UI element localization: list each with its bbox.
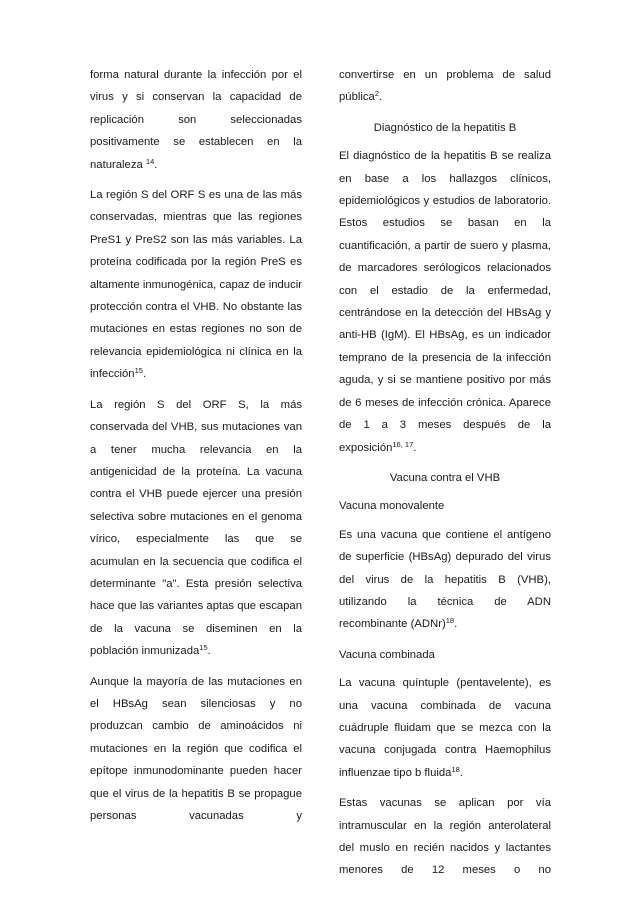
section-heading-vaccine: Vacuna contra el VHB [389,471,501,484]
citation-ref: 14 [145,156,155,166]
citation-ref: 16, 17 [392,439,414,449]
paragraph-natural-selection: forma natural durante la infección por el virus y si conservan la capacidad de replicación son seleccionadas positivamente se establecen en la naturaleza $^{14}$. [90,69,302,171]
right-column [339,64,551,882]
paragraph-administration: Estas vacunas se aplican por vía intramuscular en la región anterolateral del muslo en recién nacidos y lactantes menores de 12 meses o no [339,797,551,877]
paragraph-hbsag-mutations: Aunque la mayoría de las mutaciones en el HBsAg sean silenciosas y no produzcan cambio de aminoácidos ni mutaciones en la región que codifica el epítope inmunodominante pueden hacer que el virus de la hepatitis B se propague personas vacunadas y [90,675,302,822]
paragraph-combined: La vacuna quíntuple (pentavelente), es una vacuna combinada de vacuna cuádruple fluidam que se mezca con la vacuna conjugada contra Haemophilus influenzae tipo b fluida$^{18}$. [339,677,551,779]
citation-ref: 18 [445,616,455,626]
citation-ref: 15 [134,366,143,376]
citation-ref: 18 [451,764,460,774]
subheading-monovalent: Vacuna monovalente [339,500,445,513]
paragraph-region-s: La región S del ORF S es una de las más conservadas, mientras que las regiones PreS1 y PreS2 son las más variables. La proteína codificada por la región PreS es altamente inmunogénica, capaz de inducir protección contra el VHB. No obstante las mutaciones en estas regiones no son de relevancia epidemiológica ni clínica en la infección$^{15}$. [90,189,302,381]
section-heading-diagnosis: Diagnóstico de la hepatitis B [373,121,517,134]
left-column [90,64,302,827]
citation-ref: 2 [374,89,379,99]
subheading-combined: Vacuna combinada [339,648,435,661]
paragraph-diagnosis: El diagnóstico de la hepatitis B se realiza en base a los hallazgos clínicos, epidemiológicos y estudios de laboratorio. Estos estudios se basan en la cuantificación, a partir de suero y plasma, de marcadores serólogicos relacionados con el estadio de la enfermedad, centrándose en la detección del HBsAg y anti-HB (IgM). El HBsAg, es un indicador temprano de la presencia de la infección aguda, y si se mantiene positivo por más de 6 meses de infección crónica. Aparece de 1 a 3 meses después de la exposición$^{16, 17}$. [339,150,551,454]
citation-ref: 15 [199,643,208,653]
paragraph-public-health: convertirse en un problema de salud pública$^2$. [339,69,551,104]
paragraph-monovalent: Es una vacuna que contiene el antígeno de superficie (HBsAg) depurado del virus del virus de la hepatitis B (VHB), utilizando la técnica de ADN recombinante (ADNr)$^{18}$. [339,528,551,631]
paragraph-selective-pressure: La región S del ORF S, la más conservada del VHB, sus mutaciones van a tener mucha relevancia en la antigenicidad de la proteína. La vacuna contra el VHB puede ejercer una presión selectiva sobre mutaciones en el genoma vírico, especialmente las que se acumulan en la secuencia que codifica el determinante "a". Esta presión selectiva hace que las variantes aptas que escapan de la vacuna se diseminen en la población inmunizada$^{15}$. [90,398,302,658]
